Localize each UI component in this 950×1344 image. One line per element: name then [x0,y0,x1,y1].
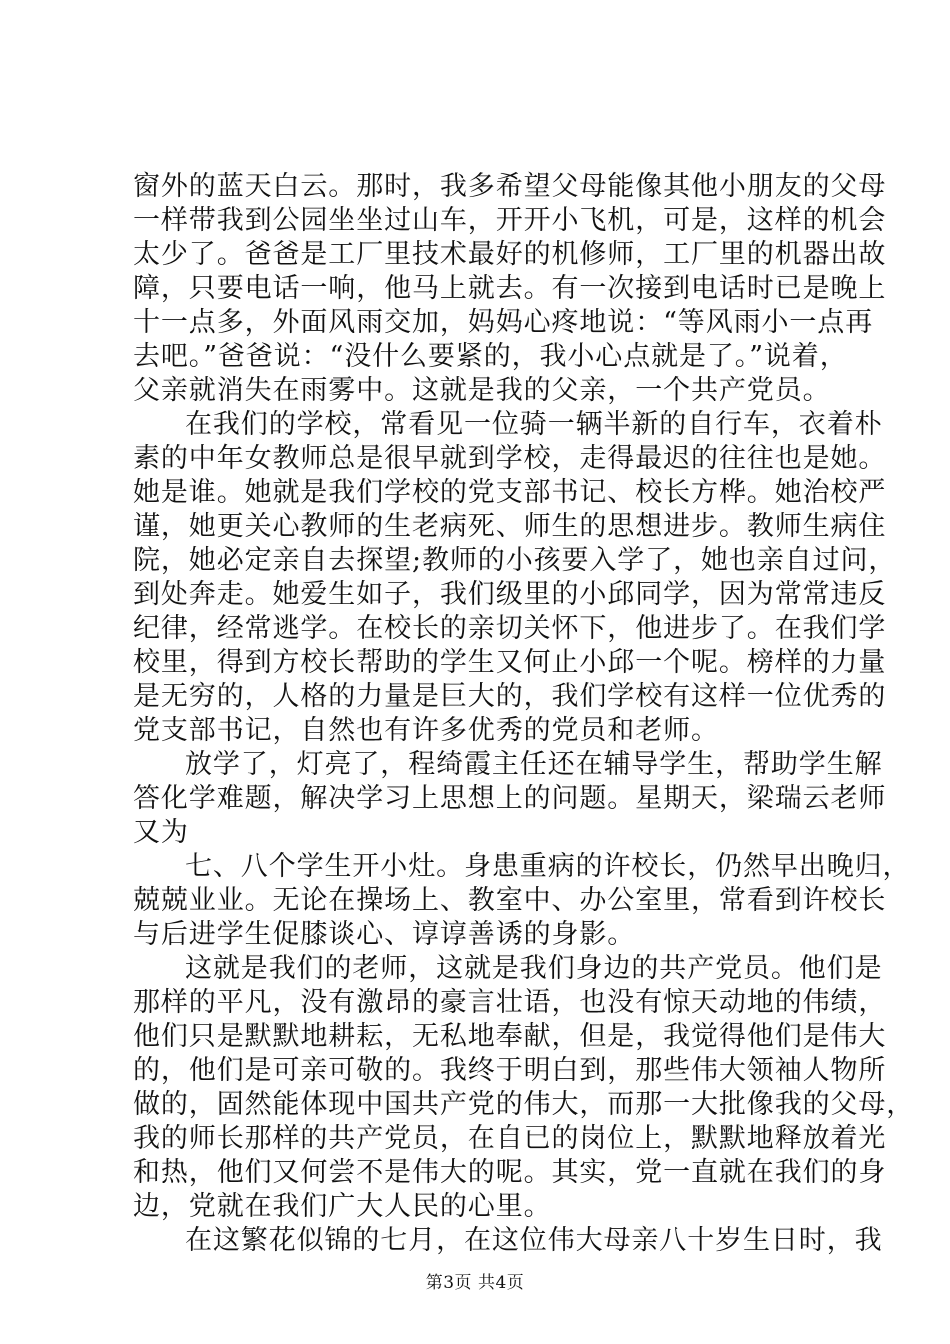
text-line: 谨，她更关心教师的生老病死、师生的思想进步。教师生病住 [133,511,887,542]
text-line: 她是谁。她就是我们学校的党支部书记、校长方桦。她治校严 [133,477,887,508]
paragraph-start-line: 这就是我们的老师，这就是我们身边的共产党员。他们是 [185,953,883,984]
text-line: 我的师长那样的共产党员，在自已的岗位上，默默地释放着光 [133,1123,887,1154]
text-line: 的，他们是可亲可敬的。我终于明白到，那些伟大领袖人物所 [133,1055,887,1086]
text-line: 党支部书记，自然也有许多优秀的党员和老师。 [133,715,719,746]
text-line: 太少了。爸爸是工厂里技术最好的机修师，工厂里的机器出故 [133,239,887,270]
paragraph-start-line: 放学了，灯亮了，程绮霞主任还在辅导学生，帮助学生解 [185,749,883,780]
text-line: 边，党就在我们广大人民的心里。 [133,1191,552,1222]
text-line: 校里，得到方校长帮助的学生又何止小邱一个呢。榜样的力量 [133,647,887,678]
paragraph-start-line: 在我们的学校，常看见一位骑一辆半新的自行车，衣着朴 [185,409,883,440]
text-line: 纪律，经常逃学。在校长的亲切关怀下，他进步了。在我们学 [133,613,887,644]
text-line: 一样带我到公园坐坐过山车，开开小飞机，可是，这样的机会 [133,205,887,236]
text-line: 和热，他们又何尝不是伟大的呢。其实，党一直就在我们的身 [133,1157,887,1188]
text-line: 父亲就消失在雨雾中。这就是我的父亲，一个共产党员。 [133,375,831,406]
text-line: 院，她必定亲自去探望;教师的小孩要入学了，她也亲自过问， [133,545,897,576]
text-line: 又为 [133,817,189,848]
text-line: 答化学难题，解决学习上思想上的问题。星期天，梁瑞云老师 [133,783,887,814]
body-text [133,170,915,1258]
text-line: 是无穷的，人格的力量是巨大的，我们学校有这样一位优秀的 [133,681,887,712]
text-line: 兢兢业业。无论在操场上、教室中、办公室里，常看到许校长 [133,885,887,916]
text-line: 做的，固然能体现中国共产党的伟大，而那一大批像我的父母， [133,1089,915,1120]
text-line: 素的中年女教师总是很早就到学校，走得最迟的往往也是她。 [133,443,887,474]
text-line: 窗外的蓝天白云。那时，我多希望父母能像其他小朋友的父母 [133,171,887,202]
paragraph-start-line: 在这繁花似锦的七月，在这位伟大母亲八十岁生日时，我 [185,1225,883,1256]
text-line: 与后进学生促膝谈心、谆谆善诱的身影。 [133,919,636,950]
text-line: 那样的平凡，没有激昂的豪言壮语，也没有惊天动地的伟绩， [133,987,887,1018]
paragraph-start-line: 七、八个学生开小灶。身患重病的许校长，仍然早出晚归， [185,851,911,882]
text-line: 十一点多，外面风雨交加，妈妈心疼地说：“等风雨小一点再 [133,307,874,338]
page-number-label: 第3页 共4页 [425,1273,525,1293]
text-line: 去吧。”爸爸说：“没什么要紧的，我小心点就是了。”说着， [133,341,848,372]
page-footer [0,1272,950,1294]
text-line: 他们只是默默地耕耘，无私地奉献，但是，我觉得他们是伟大 [133,1021,887,1052]
text-line: 到处奔走。她爱生如子，我们级里的小邱同学，因为常常违反 [133,579,887,610]
text-line: 障，只要电话一响，他马上就去。有一次接到电话时已是晚上 [133,273,887,304]
